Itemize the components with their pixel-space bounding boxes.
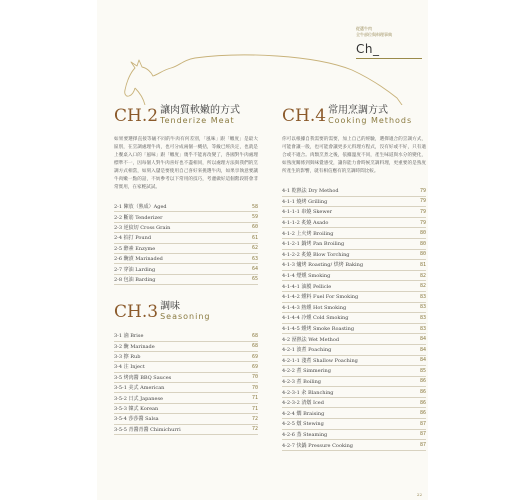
toc-page: 72 (251, 426, 258, 433)
toc-label: 4-2-1 波煮 Poaching (282, 347, 332, 354)
toc-label: 4-1 乾熱法 Dry Method (282, 188, 339, 195)
toc-page: 85 (419, 367, 426, 374)
toc-row[interactable] (282, 387, 426, 398)
toc-label: 4-1-1 燒烤 Grilling (282, 198, 328, 205)
toc-label: 4-2-2 煮 Simmering (282, 368, 331, 375)
toc-label: 4-2-1-1 淺煮 Shallow Poaching (282, 357, 358, 364)
toc-row[interactable] (282, 408, 426, 419)
toc-page: 80 (419, 230, 426, 237)
toc-page: 79 (419, 198, 426, 205)
toc-row[interactable] (114, 342, 258, 352)
page-number: 22 (416, 492, 422, 497)
toc-row[interactable] (114, 202, 258, 212)
toc-row[interactable] (282, 430, 426, 441)
toc-row[interactable] (114, 373, 258, 383)
toc-row[interactable] (114, 264, 258, 274)
toc-page: 71 (251, 405, 258, 412)
chapter-number: CH.4 (282, 106, 327, 126)
toc-page: 84 (419, 336, 426, 343)
chapter-title-en: Seasoning (160, 312, 211, 322)
toc-label: 4-2-3-2 清燉 Iced (282, 400, 324, 407)
toc-row[interactable] (282, 313, 426, 324)
chapter-title-zh: 讓肉質軟嫩的方式 (160, 105, 241, 116)
toc-page: 68 (251, 332, 258, 339)
toc-page: 72 (251, 415, 258, 422)
toc-row[interactable] (282, 324, 426, 335)
toc-page: 84 (419, 357, 426, 364)
chapter-number: CH.3 (114, 302, 159, 323)
toc-label: 4-1-4-2 燻料 Fuel For Smoking (282, 294, 359, 301)
toc-row[interactable] (282, 334, 426, 345)
toc-row[interactable] (282, 197, 426, 208)
toc-label: 4-1-4-3 熱燻 Hot Smoking (282, 304, 347, 311)
header-line-2: 全牛部位與料理事典 (356, 32, 392, 37)
toc-page: 68 (251, 343, 258, 350)
toc-list-ch2 (114, 202, 258, 285)
toc-row[interactable] (114, 244, 258, 254)
header-line-1: 從選牛肉 (356, 26, 372, 31)
toc-page: 86 (419, 389, 426, 396)
toc-page: 86 (419, 378, 426, 385)
toc-page: 87 (419, 431, 426, 438)
toc-label: 4-1-4-5 燻烤 Smoke Roasting (282, 326, 355, 333)
toc-row[interactable] (282, 186, 426, 197)
toc-label: 2-1 陳放（熟成）Aged (114, 204, 167, 211)
toc-page: 82 (419, 283, 426, 290)
cow-outline-illustration (117, 50, 407, 105)
toc-row[interactable] (282, 228, 426, 239)
toc-label: 3-5-3 韓式 Korean (114, 406, 159, 413)
toc-page: 60 (251, 224, 258, 231)
toc-label: 4-2-6 蒸 Steaming (282, 431, 328, 438)
toc-page: 80 (419, 251, 426, 258)
section-heading-ch4 (282, 105, 426, 125)
toc-page: 79 (419, 219, 426, 226)
toc-label: 4-2-5 燉 Stewing (282, 421, 324, 428)
toc-page: 69 (251, 353, 258, 360)
toc-page: 87 (419, 442, 426, 449)
toc-label: 2-5 酵素 Enzyme (114, 245, 156, 252)
left-column (114, 105, 258, 435)
toc-label: 2-2 斷筋 Tenderizer (114, 214, 163, 221)
toc-row[interactable] (282, 377, 426, 388)
toc-label: 2-8 包油 Barding (114, 276, 156, 283)
toc-row[interactable] (114, 404, 258, 414)
toc-list-ch4 (282, 186, 426, 451)
chapter-title-en: Cooking Methods (328, 116, 413, 125)
chapter-number: CH.2 (114, 106, 159, 126)
toc-page: 62 (251, 245, 258, 252)
chapter-title-en: Tenderize Meat (160, 116, 235, 125)
toc-label: 3-2 醃 Marinade (114, 343, 155, 350)
toc-page: 80 (419, 240, 426, 247)
toc-row[interactable] (282, 356, 426, 367)
toc-label: 2-4 拍打 Pound (114, 235, 152, 242)
toc-page: 83 (419, 304, 426, 311)
toc-label: 3-5-5 青醬青醬 Chimichurri (114, 426, 181, 433)
toc-page: 83 (419, 293, 426, 300)
toc-row[interactable] (282, 366, 426, 377)
toc-label: 3-4 注 Inject (114, 364, 145, 371)
toc-label: 3-3 擦 Rub (114, 354, 141, 361)
toc-row[interactable] (114, 393, 258, 403)
document-page (97, 0, 428, 500)
toc-row[interactable] (114, 414, 258, 424)
toc-page: 70 (251, 374, 258, 381)
toc-row[interactable] (282, 281, 426, 292)
toc-label: 3-1 滷 Brise (114, 333, 144, 340)
toc-list-ch3 (114, 331, 258, 435)
toc-row[interactable] (114, 352, 258, 362)
toc-row[interactable] (282, 292, 426, 303)
toc-row[interactable] (114, 425, 258, 435)
toc-label: 4-2 溼熱法 Wet Method (282, 336, 340, 343)
toc-label: 4-2-3 煮 Boiling (282, 378, 322, 385)
toc-label: 4-1-2 上火烤 Broiling (282, 230, 334, 237)
toc-label: 4-1-4-4 冷燻 Cold Smoking (282, 315, 349, 322)
toc-page: 59 (251, 214, 258, 221)
toc-page: 65 (251, 276, 258, 283)
toc-page: 87 (419, 420, 426, 427)
toc-row[interactable] (114, 233, 258, 243)
toc-label: 4-2-3-1 汆 Blanching (282, 389, 334, 396)
toc-label: 3-5-4 莎莎醬 Salsa (114, 416, 159, 423)
toc-page: 79 (419, 208, 426, 215)
right-column (282, 105, 426, 451)
toc-label: 2-3 逆紋切 Cross Grain (114, 224, 171, 231)
toc-row[interactable] (282, 260, 426, 271)
section-heading-ch2 (114, 105, 258, 125)
toc-page: 79 (419, 187, 426, 194)
toc-row[interactable] (282, 271, 426, 282)
toc-row[interactable] (114, 212, 258, 222)
toc-page: 69 (251, 363, 258, 370)
toc-label: 2-6 醃漬 Marinaded (114, 256, 163, 263)
toc-page: 58 (251, 203, 258, 210)
toc-page: 64 (251, 266, 258, 273)
toc-label: 3-5-2 日式 Japanese (114, 395, 163, 402)
toc-label: 4-2-4 燜 Braising (282, 410, 325, 417)
toc-page: 81 (419, 261, 426, 268)
chapter-title-zh: 調味 (160, 301, 181, 313)
toc-row[interactable] (114, 362, 258, 372)
toc-page: 84 (419, 346, 426, 353)
toc-page: 71 (251, 395, 258, 402)
intro-paragraph: 如果要選擇直接等級不同的牛肉有何差別，「風味」跟「嫩度」是最大區別，在烹調處理牛肉，也可分成兩個一概括，等級已經決定，也就是上餐桌入口的「風味」跟「嫩度」幾乎不能再改變了，各國對牛肉處理標準不一，因每個人對牛肉喜好也不盡相同，所以處理方法與我們的烹調方式相當，如刻入儲是要使用自己喜好來挑選牛肉，如果享執意要讓牛肉嫩一點的話，不妨參考以下常用的技巧，考慮做好這個階段將會非常實用，在家輕試試。 (114, 137, 258, 190)
toc-label: 4-1-4-1 油膜 Pellicle (282, 283, 332, 290)
toc-row[interactable] (114, 275, 258, 285)
toc-label: 4-2-7 快鍋 Pressure Cooking (282, 442, 354, 449)
toc-row[interactable] (114, 254, 258, 264)
toc-label: 4-1-2-2 炙燒 Blow Torching (282, 251, 350, 258)
chapter-title-zh: 常用烹調方式 (328, 105, 389, 116)
section-heading-ch3 (114, 301, 258, 321)
toc-row[interactable] (282, 398, 426, 409)
intro-paragraph: 你可以根據自我需要的需要，加上自己的經驗，選擇適合的烹調方式，可能會讓一般，也可能會讓更多元料理方程式，沒有好或不好，只有適合或不適合。肉類烹煮之後，依據溫度不同，產生味道與水分的變化，如熟度關係到與味覺感受，讓你能力會時候烹調料理，更重要的是熟度所產生的影響，就有相信應有的烹調時間比較。 (282, 137, 426, 174)
toc-page: 63 (251, 255, 258, 262)
toc-row[interactable] (282, 303, 426, 314)
toc-row[interactable] (114, 223, 258, 233)
toc-row[interactable] (282, 250, 426, 261)
toc-row[interactable] (282, 239, 426, 250)
toc-row[interactable] (114, 383, 258, 393)
toc-label: 4-1-1-2 炙燒 Asado (282, 220, 329, 227)
toc-page: 70 (251, 384, 258, 391)
toc-page: 83 (419, 314, 426, 321)
toc-row[interactable] (282, 207, 426, 218)
toc-label: 4-1-2-1 鍋烤 Pan Broiling (282, 241, 345, 248)
toc-label: 3-5-1 美式 American (114, 385, 165, 392)
toc-page: 61 (251, 234, 258, 241)
toc-row[interactable] (114, 331, 258, 341)
toc-row[interactable] (282, 345, 426, 356)
toc-label: 4-1-3 爐烤 Roasting/ 烘烤 Baking (282, 262, 364, 269)
toc-row[interactable] (282, 218, 426, 229)
toc-page: 82 (419, 272, 426, 279)
toc-label: 4-1-1-1 串燒 Skewer (282, 209, 333, 216)
toc-label: 2-7 穿油 Larding (114, 266, 156, 273)
toc-page: 86 (419, 410, 426, 417)
toc-label: 3-5 烤肉醬 BBQ Sauces (114, 374, 172, 381)
toc-page: 83 (419, 325, 426, 332)
toc-row[interactable] (282, 440, 426, 451)
header-chapter: Ch_ (356, 42, 380, 56)
toc-page: 86 (419, 399, 426, 406)
toc-row[interactable] (282, 419, 426, 430)
toc-label: 4-1-4 煙燻 Smoking (282, 273, 331, 280)
